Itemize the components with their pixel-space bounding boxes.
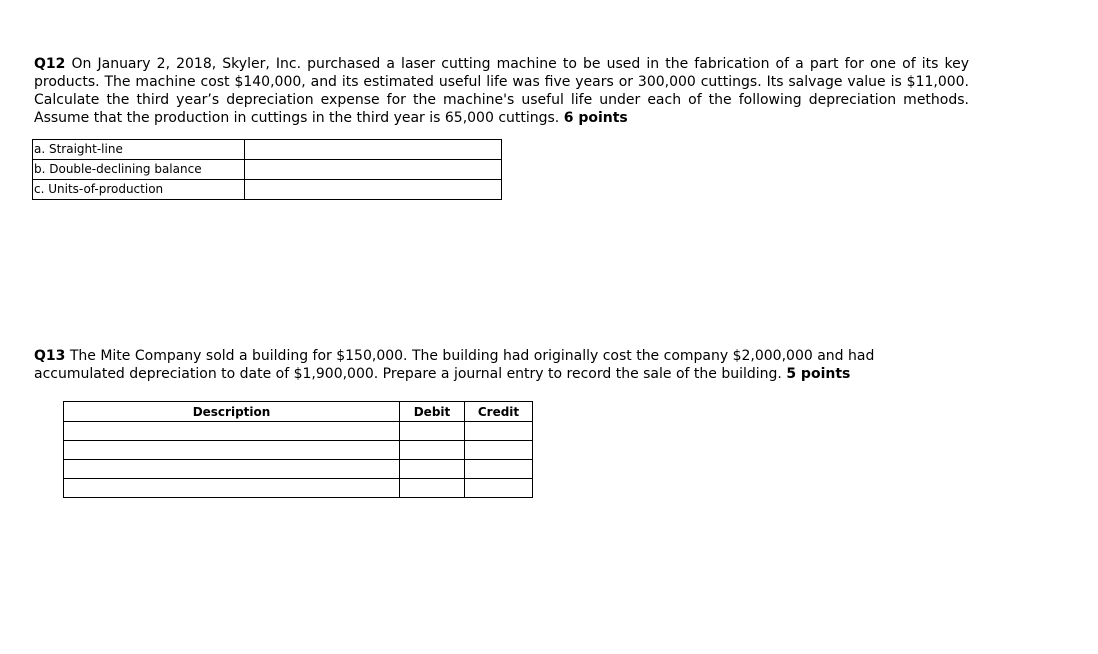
- question-12-points: 6 points: [563, 110, 628, 126]
- table-row: [33, 140, 502, 160]
- question-12-text: On January 2, 2018, Skyler, Inc. purchased a laser cutting machine to be used in the fabrication of a part for one of its key products. The machine cost $140,000, and its estimated useful life was five years or 300,000 cuttings. Its salvage value is $11,000. Calculate the third year’s depreciation expense for the machine's useful life under each of the following depreciation methods. Assume that the production in cuttings in the third year is 65,000 cuttings.: [34, 56, 969, 126]
- question-13-number: Q13: [34, 348, 66, 364]
- journal-entry-table: [63, 401, 533, 498]
- debit-cell[interactable]: [400, 422, 465, 441]
- table-row: [64, 479, 533, 498]
- question-13-text: The Mite Company sold a building for $150,000. The building had originally cost the company $2,000,000 and had accumulated depreciation to date of $1,900,000. Prepare a journal entry to record the sale of the building.: [34, 348, 875, 382]
- description-header: Description: [64, 402, 400, 422]
- credit-cell[interactable]: [465, 460, 533, 479]
- table-row: [64, 422, 533, 441]
- credit-cell[interactable]: [465, 422, 533, 441]
- straight-line-answer-cell[interactable]: [245, 140, 502, 160]
- debit-header: Debit: [400, 402, 465, 422]
- debit-cell[interactable]: [400, 460, 465, 479]
- description-cell[interactable]: [64, 441, 400, 460]
- table-row: [64, 441, 533, 460]
- method-label: b. Double-declining balance: [33, 160, 245, 180]
- depreciation-answer-table: [32, 139, 502, 200]
- journal-header-row: [64, 402, 533, 422]
- debit-cell[interactable]: [400, 441, 465, 460]
- credit-cell[interactable]: [465, 441, 533, 460]
- method-label: c. Units-of-production: [33, 180, 245, 200]
- table-row: [64, 460, 533, 479]
- question-12-number: Q12: [34, 56, 66, 72]
- credit-cell[interactable]: [465, 479, 533, 498]
- method-label: a. Straight-line: [33, 140, 245, 160]
- units-of-production-answer-cell[interactable]: [245, 180, 502, 200]
- description-cell[interactable]: [64, 422, 400, 441]
- double-declining-answer-cell[interactable]: [245, 160, 502, 180]
- debit-cell[interactable]: [400, 479, 465, 498]
- credit-header: Credit: [465, 402, 533, 422]
- question-13: [34, 347, 954, 383]
- table-row: [33, 160, 502, 180]
- description-cell[interactable]: [64, 460, 400, 479]
- description-cell[interactable]: [64, 479, 400, 498]
- question-12: [34, 55, 969, 127]
- question-13-points: 5 points: [786, 366, 851, 382]
- table-row: [33, 180, 502, 200]
